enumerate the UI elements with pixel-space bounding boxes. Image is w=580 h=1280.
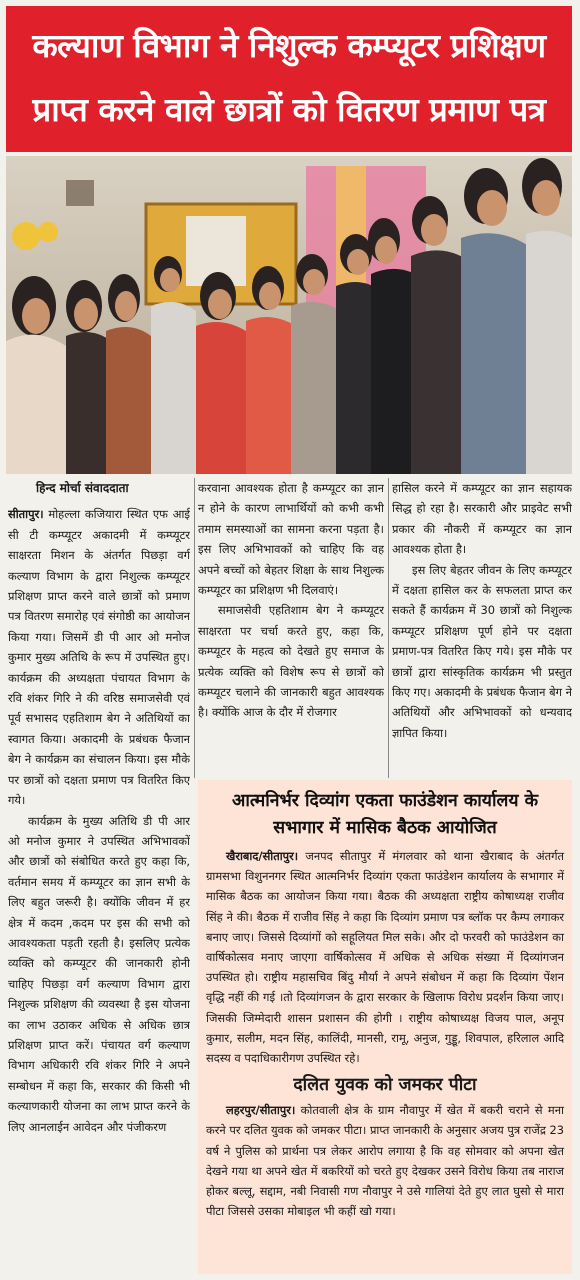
paragraph-text: मोहल्ला कजियारा स्थित एफ आई सी टी कम्प्यूटर अकादमी में कम्प्यूटर साक्षरता मिशन के अंतर्गत पिछड़ा वर्ग कल्याण विभाग के द्वारा निशुल्क कम्प्यूटर प्रशिक्षण प्राप्त करने वाले छात्रों को प्रमाण पत्र वितरण समारोह एवं संगोष्ठी का आयोजन किया गया। जिसमें डी पी आर ओ मनोज कुमार मुख्य अतिथि के रूप में उपस्थित हुए। कार्यक्रम की अध्यक्षता पंचायत विभाग के रवि शंकर गिरि ने की वरिष्ठ समाजसेवी एवं पूर्व सभासद एहतिशाम बेग ने अतिथियों का स्वागत किया। अकादमी के प्रबंधक फैजान बेग ने कार्यक्रम का संचालन किया। इस मौके पर छात्रों को दक्षता प्रमाण पत्र वितरित किए गये। bbox=[8, 507, 190, 808]
main-headline: कल्याण विभाग ने निशुल्क कम्प्यूटर प्रशिक्षण प्राप्त करने वाले छात्रों को वितरण प्रमाण पत्र bbox=[6, 6, 572, 152]
dateline: सीतापुर। bbox=[8, 507, 44, 522]
article2-body bbox=[206, 846, 564, 1068]
article1-column-1 bbox=[8, 478, 190, 1276]
article1-paragraph-3: करवाना आवश्यक होता है कम्प्यूटर का ज्ञान न होने के कारण लाभार्थियों को कभी कभी तमाम समस्याओं का सामना करना पड़ता है। इस लिए अभिभावकों को चाहिए कि वह अपने बच्चों को बेहतर शिक्षा के साथ निशुल्क कम्प्यूटर का प्रशिक्षण भी दिलवाएं। bbox=[198, 481, 384, 598]
group-photo bbox=[6, 156, 572, 474]
article1-paragraph-1 bbox=[8, 504, 190, 810]
byline: हिन्द मोर्चा संवाददाता bbox=[36, 481, 129, 495]
article3-text: कोतवाली क्षेत्र के ग्राम नौवापुर में खेत में बकरी चराने से मना करने पर दलित युवक को जमकर पीटा। प्राप्त जानकारी के अनुसार अजय पुत्र राजेंद्र 23 वर्ष ने पुलिस को प्रार्थना पत्र लेकर आरोप लगाया है कि वह सोमवार को अपना खेत देखने गया था अपने खेत में बकरियों को चरते हुए देखकर उसने विरोध किया तब नाराज होकर बल्लू, सद्दाम, नबी निवासी गण नौवापुर ने उसे गालियां देते हुए लात घुसो से मारा पीटा जिससे उसका मोबाइल भी कहीं खो गया। bbox=[206, 1103, 564, 1219]
article3-headline: दलित युवक को जमकर पीटा bbox=[293, 1075, 477, 1096]
article1-column-3 bbox=[392, 478, 572, 778]
dateline: लहरपुर/सीतापुर। bbox=[226, 1103, 296, 1118]
dateline: खैराबाद/सीतापुर। bbox=[226, 849, 299, 863]
article2-headline: आत्मनिर्भर दिव्यांग एकता फाउंडेशन कार्यालय के सभागार में मासिक बैठक आयोजित bbox=[231, 791, 539, 838]
article1-paragraph-4: समाजसेवी एहतिशाम बेग ने कम्प्यूटर साक्षरता पर चर्चा करते हुए, कहा कि, कम्प्यूटर के महत्व को देखते हुए समाज के प्रत्येक व्यक्ति को विशेष रूप से छात्रों को कम्प्यूटर चलाने की जानकारी बहुत आवश्यक है। क्योंकि आज के दौर में रोजगार bbox=[198, 603, 384, 720]
article3-body bbox=[206, 1100, 564, 1221]
article1-paragraph-6: इस लिए बेहतर जीवन के लिए कम्प्यूटर में दक्षता हासिल कर के सफलता प्राप्त कर सकते हैं कार्यक्रम में 30 छात्रों को निशुल्क कम्प्यूटर प्रशिक्षण पूर्ण होने पर दक्षता प्रमाण-पत्र वितरित किए गये। इस मौके पर छात्रों द्वारा सांस्कृतिक कार्यक्रम भी प्रस्तुत किए गए। अकादमी के प्रबंधक फैजान बेग ने अतिथियों और अभिभावकों को धन्यवाद ज्ञापित किया। bbox=[392, 562, 572, 740]
column-divider bbox=[388, 478, 389, 778]
side-news-box bbox=[198, 780, 572, 1274]
article1-paragraph-2: कार्यक्रम के मुख्य अतिथि डी पी आर ओ मनोज कुमार ने उपस्थित अभिभावकों और छात्रों को संबोधित करते हुए कहा कि, वर्तमान समय में कम्प्यूटर का ज्ञान सभी के लिए बहुत जरूरी है। क्योंकि जीवन में हर क्षेत्र में कदम ,कदम पर इस की सभी को आवश्यकता पड़ती रहती है। इसलिए प्रत्येक व्यक्ति को कम्प्यूटर की जानकारी होनी चाहिए पिछड़ा वर्ग कल्याण विभाग द्वारा निशुल्क प्रशिक्षण की व्यवस्था है इस योजना का लाभ उठाकर अधिक से अधिक छात्र प्रशिक्षण प्राप्त करें। पंचायत वर्ग कल्याण विभाग अधिकारी रवि शंकर गिरि ने अपने सम्बोधन में कहा कि, सरकार की किसी भी कल्याणकारी योजना का लाभ प्राप्त करने के लिए आनलाईन आवेदन और पंजीकरण bbox=[8, 813, 190, 1134]
column-divider bbox=[194, 478, 195, 778]
article1-column-2 bbox=[198, 478, 384, 778]
students-photo-image bbox=[6, 156, 572, 474]
article2-text: जनपद सीतापुर में मंगलवार को थाना खैराबाद के अंतर्गत ग्रामसभा विशुननगर स्थित आत्मनिर्भर दिव्यांग एकता फाउंडेशन कार्यालय के सभागार में मासिक बैठक का आयोजन किया गया। बैठक की अध्यक्षता राष्ट्रीय कोषाध्यक्ष राजीव सिंह ने की। बैठक में राजीव सिंह ने कहा कि दिव्यांग प्रमाण पत्र ब्लॉक पर कैम्प लगाकर बनाए जाए। जिससे दिव्यांगों को सहूलियत मिल सके। और दो फरवरी को फाउंडेशन का वार्षिकोत्सव मनाए जाएगा वार्षिकोत्सव में अधिक से अधिक संख्या में दिव्यांगजन उपस्थित हो। राष्ट्रीय महासचिव बिंदु मौर्या ने अपने संबोधन में कहा कि दिव्यांग पेंशन वृद्धि नहीं की गई ।तो दिव्यांगजन के द्वारा सरकार के खिलाफ विरोध प्रदर्शन किया जाए। जिसकी जिम्मेदारी शासन प्रशासन की होगी । राष्ट्रीय कोषाध्यक्ष विजय पाल, अनूप कुमार, सलीम, मदन सिंह, कालिंदी, मानसी, रामू, अनुज, गुड्डू, शिवपाल, हरिलाल आदि सदस्य व पदाधिकारीगण उपस्थित रहे। bbox=[206, 849, 564, 1066]
article1-paragraph-5: हासिल करने में कम्प्यूटर का ज्ञान सहायक सिद्ध हो रहा है। सरकारी और प्राइवेट सभी प्रकार की नौकरी में कम्प्यूटर का ज्ञान आवश्यक होता है। bbox=[392, 481, 572, 557]
